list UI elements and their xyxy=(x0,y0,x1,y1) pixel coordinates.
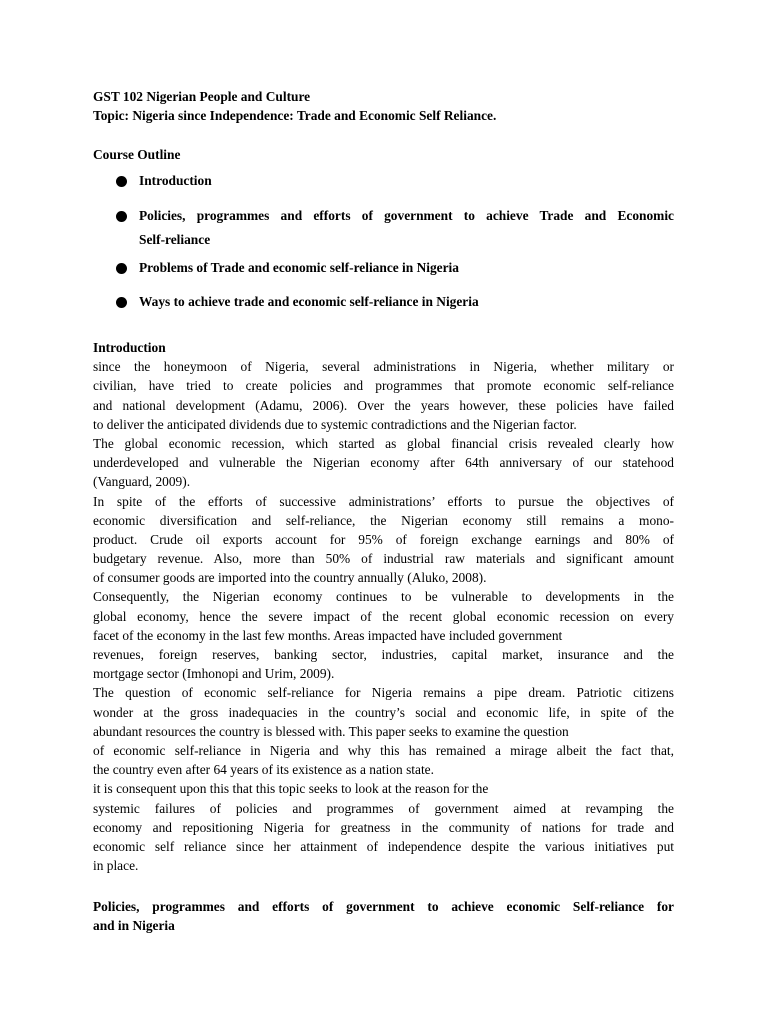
course-title: GST 102 Nigerian People and Culture xyxy=(93,89,311,104)
outline-item-label-continued: Self-reliance xyxy=(139,232,211,247)
course-outline-heading-block xyxy=(93,145,674,164)
intro-line: of economic self-reliance in Nigeria and why this has remained a mirage albeit the fact that, xyxy=(93,742,674,758)
introduction-section xyxy=(93,338,674,875)
intro-line: product. Crude oil exports account for 95% of foreign exchange earnings and 80% of xyxy=(93,531,674,547)
topic-title: Topic: Nigeria since Independence: Trade and Economic Self Reliance. xyxy=(93,108,497,124)
outline-item-label: Policies, programmes and efforts of government to achieve Trade and Economic xyxy=(139,208,674,223)
intro-line: systemic failures of policies and programmes of government aimed at revamping the xyxy=(93,800,674,816)
intro-line: civilian, have tried to create policies and programmes that promote economic self-reliance xyxy=(93,378,674,394)
outline-item xyxy=(93,171,674,191)
intro-line: of consumer goods are imported into the country annually (Aluko, 2008). xyxy=(93,570,487,586)
intro-line: economy and repositioning Nigeria for greatness in the community of nations for trade and xyxy=(93,819,674,835)
outline-item xyxy=(93,206,674,246)
bullet-icon xyxy=(116,263,127,274)
policies-section xyxy=(93,897,674,935)
intro-line: underdeveloped and vulnerable the Nigerian economy after 64th anniversary of our statehood xyxy=(93,455,674,471)
intro-line: since the honeymoon of Nigeria, several administrations in Nigeria, whether military or xyxy=(93,359,674,375)
intro-line: abundant resources the country is blessed with. This paper seeks to examine the question xyxy=(93,723,569,739)
intro-line: revenues, foreign reserves, banking sector, industries, capital market, insurance and the xyxy=(93,647,674,662)
bullet-icon xyxy=(116,176,127,187)
intro-line: wonder at the gross inadequacies in the country’s social and economic life, in spite of the xyxy=(93,704,674,720)
intro-line: and national development (Adamu, 2006). Over the years however, these policies have failed xyxy=(93,397,674,413)
intro-line: economic self reliance since her attainment of independence despite the various initiatives put xyxy=(93,838,674,854)
intro-line: global economy, hence the severe impact of the recent global economic recession on every xyxy=(93,608,674,624)
document-header xyxy=(93,87,674,125)
outline-item xyxy=(93,258,674,278)
policies-heading-continued: and in Nigeria xyxy=(93,918,175,934)
intro-line: in place. xyxy=(93,858,139,874)
bullet-icon xyxy=(116,211,127,222)
outline-item-label: Introduction xyxy=(139,173,212,188)
intro-line: facet of the economy in the last few months. Areas impacted have included government xyxy=(93,627,563,643)
course-outline-heading: Course Outline xyxy=(93,147,181,162)
intro-line: The question of economic self-reliance for Nigeria remains a pipe dream. Patriotic citizens xyxy=(93,685,674,701)
bullet-icon xyxy=(116,297,127,308)
intro-line: economic diversification and self-reliance, the Nigerian economy still remains a mono- xyxy=(93,512,674,528)
outline-item xyxy=(93,292,674,312)
outline-item-label: Problems of Trade and economic self-reliance in Nigeria xyxy=(139,260,459,275)
intro-line: mortgage sector (Imhonopi and Urim, 2009). xyxy=(93,666,335,682)
intro-line: to deliver the anticipated dividends due to systemic contradictions and the Nigerian factor. xyxy=(93,416,577,432)
policies-heading: Policies, programmes and efforts of government to achieve economic Self-reliance for xyxy=(93,899,674,914)
introduction-heading: Introduction xyxy=(93,340,166,355)
intro-line: it is consequent upon this that this topic seeks to look at the reason for the xyxy=(93,781,489,797)
intro-line: The global economic recession, which started as global financial crisis revealed clearly how xyxy=(93,435,674,451)
intro-line: (Vanguard, 2009). xyxy=(93,474,191,490)
intro-line: the country even after 64 years of its existence as a nation state. xyxy=(93,762,434,778)
outline-item-label: Ways to achieve trade and economic self-reliance in Nigeria xyxy=(139,294,479,309)
intro-line: In spite of the efforts of successive administrations’ efforts to pursue the objectives of xyxy=(93,493,674,509)
intro-line: Consequently, the Nigerian economy continues to be vulnerable to developments in the xyxy=(93,589,674,605)
intro-line: budgetary revenue. Also, more than 50% of industrial raw materials and significant amount xyxy=(93,551,674,567)
course-outline-list xyxy=(93,171,674,321)
